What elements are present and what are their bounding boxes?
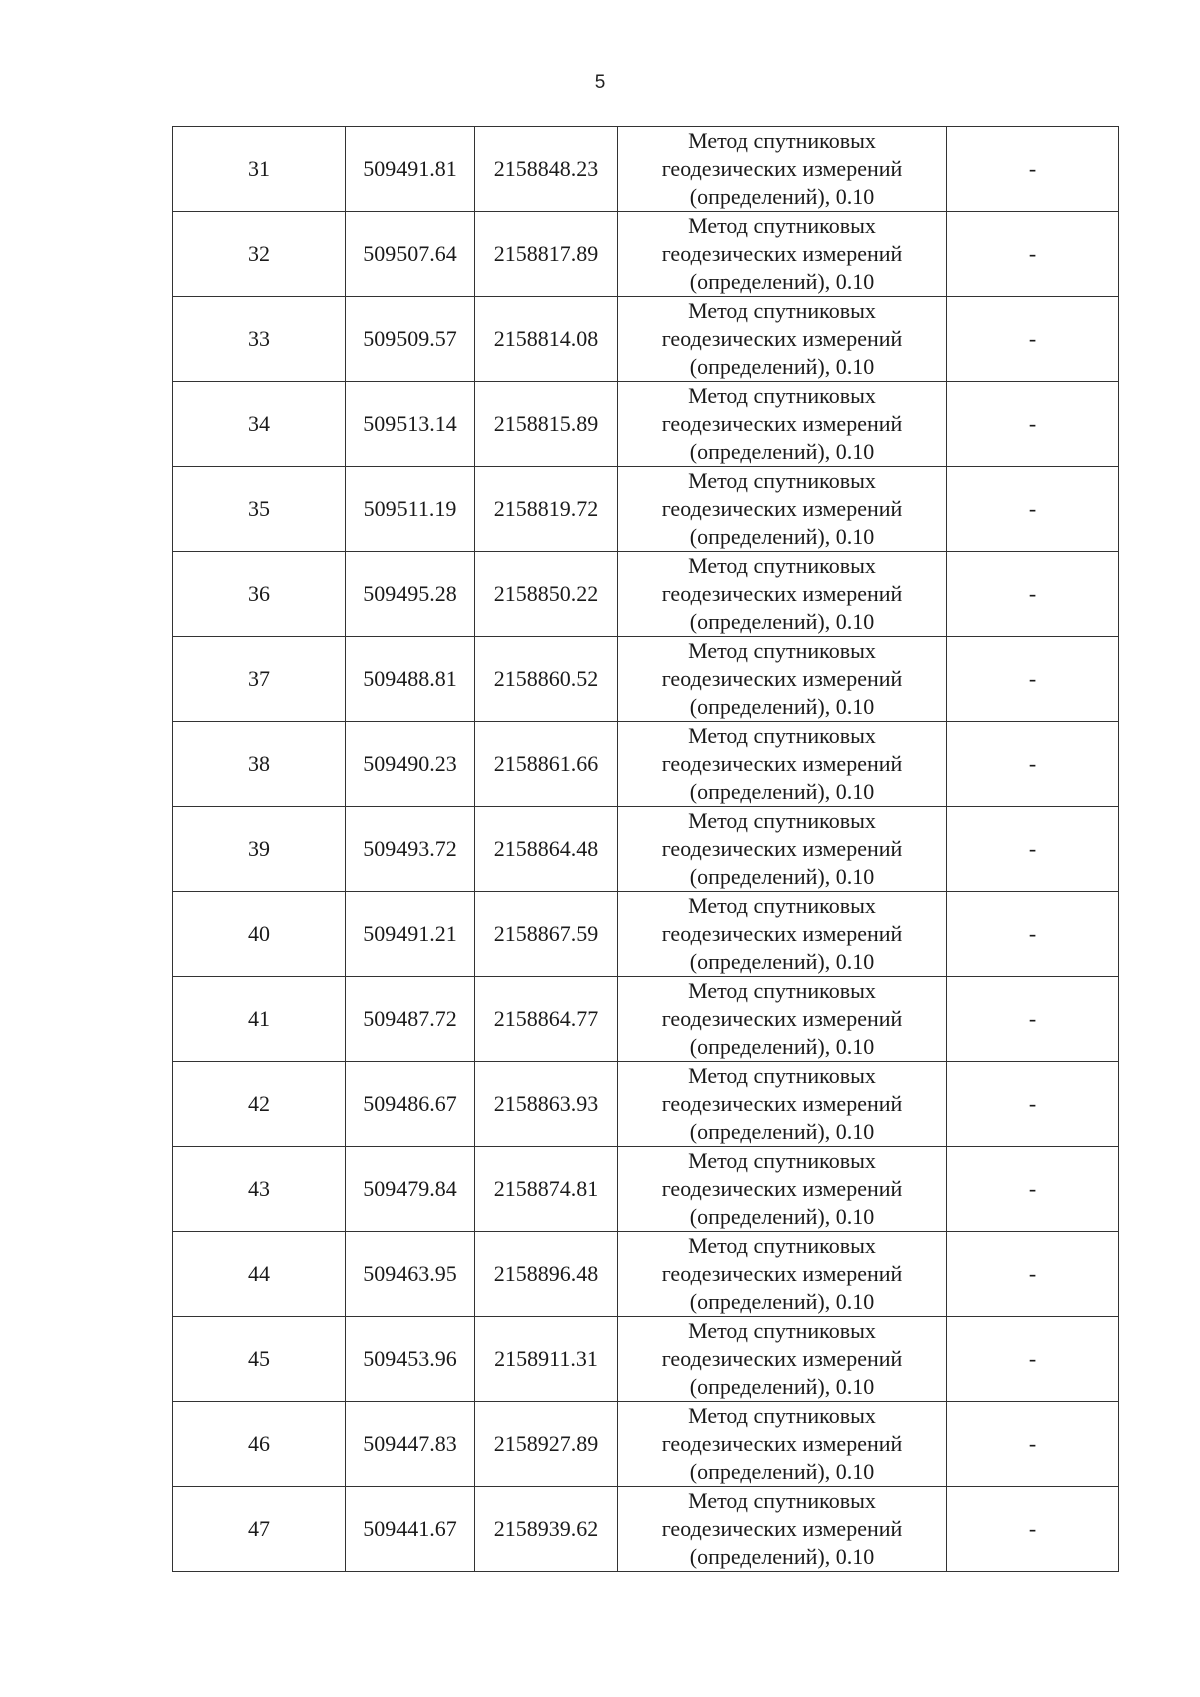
table-row: [173, 1487, 1119, 1572]
method-line: геодезических измерений: [661, 496, 903, 521]
note-cell: -: [947, 1062, 1119, 1147]
method-line: Метод спутниковых: [688, 978, 876, 1003]
x-coordinate-cell: 509507.64: [346, 212, 475, 297]
method-line: (определений), 0.10: [689, 864, 875, 889]
x-coordinate-cell: 509447.83: [346, 1402, 475, 1487]
method-cell: [618, 977, 947, 1062]
y-coordinate-cell: 2158939.62: [475, 1487, 618, 1572]
method-line: Метод спутниковых: [688, 1318, 876, 1343]
x-coordinate-cell: 509511.19: [346, 467, 475, 552]
point-number-cell: 45: [173, 1317, 346, 1402]
coordinates-table-body: [173, 127, 1119, 1572]
table-row: [173, 1062, 1119, 1147]
note-cell: -: [947, 297, 1119, 382]
method-line: Метод спутниковых: [688, 128, 876, 153]
note-cell: -: [947, 637, 1119, 722]
point-number-cell: 34: [173, 382, 346, 467]
note-cell: -: [947, 382, 1119, 467]
method-line: Метод спутниковых: [688, 1403, 876, 1428]
page-number: 5: [594, 72, 606, 93]
method-line: геодезических измерений: [661, 1431, 903, 1456]
method-line: геодезических измерений: [661, 836, 903, 861]
note-cell: -: [947, 1317, 1119, 1402]
method-line: (определений), 0.10: [689, 269, 875, 294]
x-coordinate-cell: 509488.81: [346, 637, 475, 722]
note-cell: -: [947, 977, 1119, 1062]
method-line: Метод спутниковых: [688, 808, 876, 833]
method-line: (определений), 0.10: [689, 609, 875, 634]
y-coordinate-cell: 2158861.66: [475, 722, 618, 807]
method-line: Метод спутниковых: [688, 638, 876, 663]
method-line: геодезических измерений: [661, 1091, 903, 1116]
method-line: геодезических измерений: [661, 1346, 903, 1371]
x-coordinate-cell: 509453.96: [346, 1317, 475, 1402]
method-line: Метод спутниковых: [688, 1063, 876, 1088]
method-cell: [618, 892, 947, 977]
point-number-cell: 35: [173, 467, 346, 552]
table-row: [173, 297, 1119, 382]
method-cell: [618, 212, 947, 297]
table-row: [173, 977, 1119, 1062]
point-number-cell: 43: [173, 1147, 346, 1232]
method-line: геодезических измерений: [661, 156, 903, 181]
method-cell: [618, 1147, 947, 1232]
method-cell: [618, 382, 947, 467]
note-cell: -: [947, 212, 1119, 297]
method-line: Метод спутниковых: [688, 383, 876, 408]
x-coordinate-cell: 509491.81: [346, 127, 475, 212]
coordinates-table: [172, 126, 1119, 1572]
method-line: (определений), 0.10: [689, 524, 875, 549]
method-cell: [618, 1062, 947, 1147]
method-line: (определений), 0.10: [689, 694, 875, 719]
x-coordinate-cell: 509491.21: [346, 892, 475, 977]
point-number-cell: 41: [173, 977, 346, 1062]
method-line: геодезических измерений: [661, 1006, 903, 1031]
method-cell: [618, 1232, 947, 1317]
y-coordinate-cell: 2158819.72: [475, 467, 618, 552]
y-coordinate-cell: 2158863.93: [475, 1062, 618, 1147]
method-line: (определений), 0.10: [689, 439, 875, 464]
method-line: (определений), 0.10: [689, 1204, 875, 1229]
method-line: геодезических измерений: [661, 241, 903, 266]
method-cell: [618, 722, 947, 807]
point-number-cell: 31: [173, 127, 346, 212]
method-line: геодезических измерений: [661, 1516, 903, 1541]
point-number-cell: 42: [173, 1062, 346, 1147]
method-line: Метод спутниковых: [688, 298, 876, 323]
note-cell: -: [947, 467, 1119, 552]
method-cell: [618, 1487, 947, 1572]
y-coordinate-cell: 2158867.59: [475, 892, 618, 977]
point-number-cell: 47: [173, 1487, 346, 1572]
method-line: (определений), 0.10: [689, 779, 875, 804]
method-cell: [618, 552, 947, 637]
table-row: [173, 722, 1119, 807]
table-row: [173, 1317, 1119, 1402]
method-cell: [618, 297, 947, 382]
x-coordinate-cell: 509490.23: [346, 722, 475, 807]
point-number-cell: 33: [173, 297, 346, 382]
method-line: Метод спутниковых: [688, 893, 876, 918]
method-line: Метод спутниковых: [688, 468, 876, 493]
y-coordinate-cell: 2158860.52: [475, 637, 618, 722]
method-line: (определений), 0.10: [689, 1459, 875, 1484]
method-line: (определений), 0.10: [689, 949, 875, 974]
x-coordinate-cell: 509463.95: [346, 1232, 475, 1317]
method-line: геодезических измерений: [661, 1261, 903, 1286]
note-cell: -: [947, 722, 1119, 807]
y-coordinate-cell: 2158896.48: [475, 1232, 618, 1317]
point-number-cell: 39: [173, 807, 346, 892]
table-row: [173, 1147, 1119, 1232]
method-line: геодезических измерений: [661, 751, 903, 776]
y-coordinate-cell: 2158864.48: [475, 807, 618, 892]
method-cell: [618, 467, 947, 552]
method-line: (определений), 0.10: [689, 354, 875, 379]
note-cell: -: [947, 1487, 1119, 1572]
x-coordinate-cell: 509441.67: [346, 1487, 475, 1572]
y-coordinate-cell: 2158817.89: [475, 212, 618, 297]
y-coordinate-cell: 2158850.22: [475, 552, 618, 637]
method-line: геодезических измерений: [661, 921, 903, 946]
x-coordinate-cell: 509513.14: [346, 382, 475, 467]
method-line: (определений), 0.10: [689, 1374, 875, 1399]
y-coordinate-cell: 2158848.23: [475, 127, 618, 212]
x-coordinate-cell: 509487.72: [346, 977, 475, 1062]
x-coordinate-cell: 509509.57: [346, 297, 475, 382]
y-coordinate-cell: 2158874.81: [475, 1147, 618, 1232]
table-row: [173, 1232, 1119, 1317]
method-cell: [618, 1402, 947, 1487]
point-number-cell: 37: [173, 637, 346, 722]
x-coordinate-cell: 509495.28: [346, 552, 475, 637]
method-line: геодезических измерений: [661, 326, 903, 351]
method-cell: [618, 637, 947, 722]
method-line: Метод спутниковых: [688, 723, 876, 748]
note-cell: -: [947, 807, 1119, 892]
method-line: (определений), 0.10: [689, 1544, 875, 1569]
method-line: Метод спутниковых: [688, 553, 876, 578]
table-row: [173, 892, 1119, 977]
method-cell: [618, 1317, 947, 1402]
method-line: Метод спутниковых: [688, 1148, 876, 1173]
method-line: геодезических измерений: [661, 581, 903, 606]
note-cell: -: [947, 1147, 1119, 1232]
y-coordinate-cell: 2158927.89: [475, 1402, 618, 1487]
point-number-cell: 44: [173, 1232, 346, 1317]
method-cell: [618, 127, 947, 212]
method-line: геодезических измерений: [661, 666, 903, 691]
table-row: [173, 1402, 1119, 1487]
method-line: (определений), 0.10: [689, 1034, 875, 1059]
table-row: [173, 127, 1119, 212]
y-coordinate-cell: 2158815.89: [475, 382, 618, 467]
method-line: (определений), 0.10: [689, 184, 875, 209]
method-line: Метод спутниковых: [688, 1233, 876, 1258]
note-cell: -: [947, 892, 1119, 977]
note-cell: -: [947, 552, 1119, 637]
y-coordinate-cell: 2158864.77: [475, 977, 618, 1062]
table-row: [173, 382, 1119, 467]
note-cell: -: [947, 1402, 1119, 1487]
table-row: [173, 212, 1119, 297]
table-row: [173, 807, 1119, 892]
point-number-cell: 46: [173, 1402, 346, 1487]
note-cell: -: [947, 127, 1119, 212]
method-line: Метод спутниковых: [688, 1488, 876, 1513]
point-number-cell: 32: [173, 212, 346, 297]
method-cell: [618, 807, 947, 892]
method-line: геодезических измерений: [661, 1176, 903, 1201]
x-coordinate-cell: 509493.72: [346, 807, 475, 892]
x-coordinate-cell: 509479.84: [346, 1147, 475, 1232]
table-row: [173, 467, 1119, 552]
point-number-cell: 40: [173, 892, 346, 977]
method-line: геодезических измерений: [661, 411, 903, 436]
method-line: Метод спутниковых: [688, 213, 876, 238]
y-coordinate-cell: 2158911.31: [475, 1317, 618, 1402]
point-number-cell: 36: [173, 552, 346, 637]
point-number-cell: 38: [173, 722, 346, 807]
table-row: [173, 552, 1119, 637]
table-row: [173, 637, 1119, 722]
x-coordinate-cell: 509486.67: [346, 1062, 475, 1147]
method-line: (определений), 0.10: [689, 1289, 875, 1314]
note-cell: -: [947, 1232, 1119, 1317]
y-coordinate-cell: 2158814.08: [475, 297, 618, 382]
method-line: (определений), 0.10: [689, 1119, 875, 1144]
